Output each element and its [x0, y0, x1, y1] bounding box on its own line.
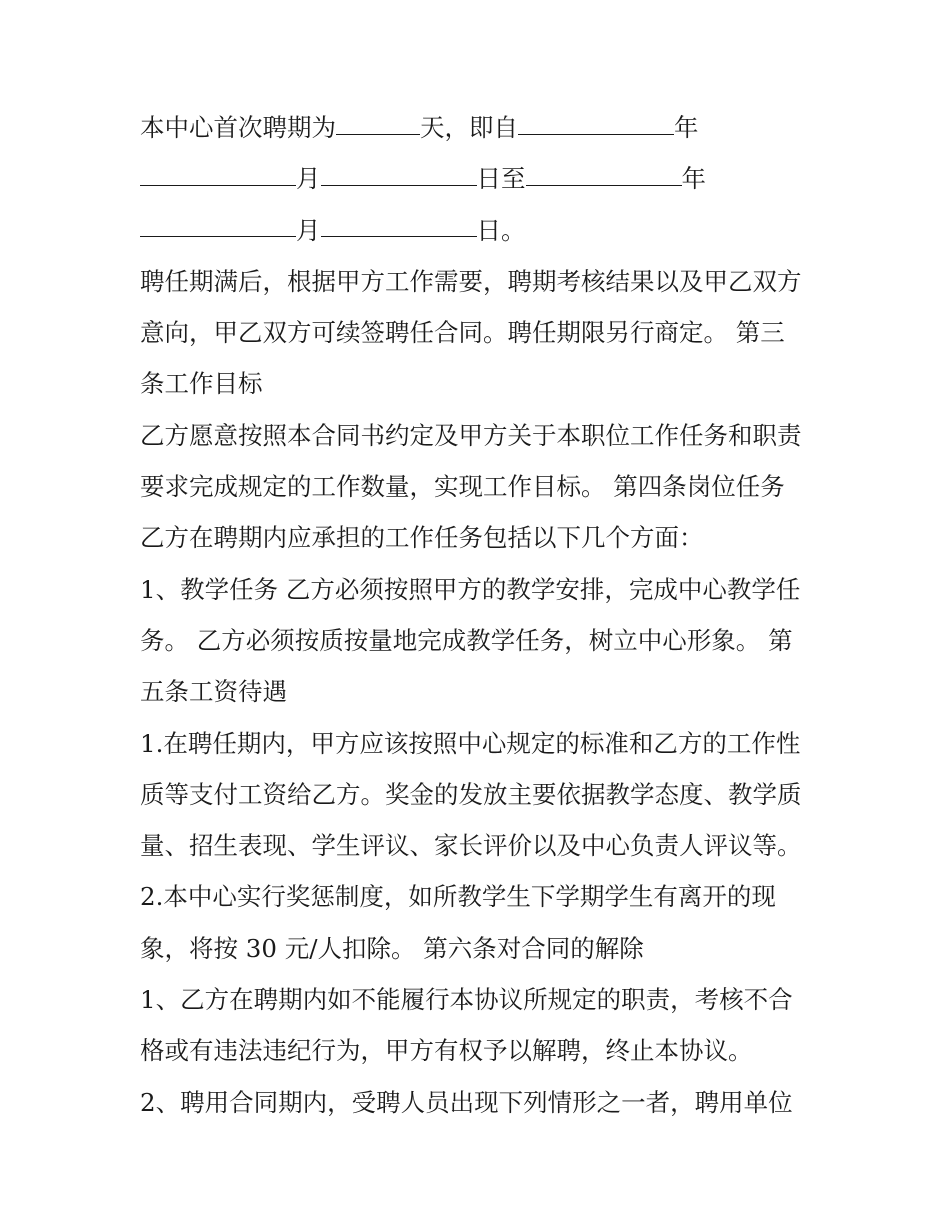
- text-line: 五条工资待遇: [140, 677, 287, 707]
- days-blank: [336, 133, 420, 135]
- text-line: 条工作目标: [140, 369, 263, 399]
- term-text: 月: [296, 215, 321, 245]
- text-line: 2、聘用合同期内，受聘人员出现下列情形之一者，聘用单位: [140, 1087, 793, 1117]
- term-text: 年: [674, 113, 699, 142]
- end-month-blank: [140, 235, 296, 237]
- text-line: 1、教学任务 乙方必须按照甲方的教学安排，完成中心教学任: [140, 574, 801, 604]
- term-text: 年: [681, 164, 706, 194]
- text-line: 质等支付工资给乙方。奖金的发放主要依据教学态度、教学质: [140, 779, 802, 809]
- text-line: 量、招生表现、学生评议、家长评价以及中心负责人评议等。: [140, 831, 802, 861]
- start-month-blank: [140, 184, 296, 186]
- text-line: 1、乙方在聘期内如不能履行本协议所规定的职责，考核不合: [140, 985, 793, 1015]
- term-text: 天，即自: [420, 113, 518, 142]
- text-line: 乙方愿意按照本合同书约定及甲方关于本职位工作任务和职责: [140, 420, 802, 450]
- text-line: 象，将按 30 元/人扣除。 第六条对合同的解除: [140, 933, 644, 963]
- text-line: 2.本中心实行奖惩制度，如所教学生下学期学生有离开的现: [140, 882, 776, 912]
- term-text: 本中心首次聘期为: [140, 113, 336, 142]
- text-line: 意向，甲乙双方可续签聘任合同。聘任期限另行商定。 第三: [140, 318, 785, 348]
- term-fill-line-3: [140, 205, 820, 256]
- end-year-blank: [526, 184, 682, 186]
- term-fill-line-2: [140, 153, 820, 204]
- text-line: 聘任期满后，根据甲方工作需要，聘期考核结果以及甲乙双方: [140, 266, 802, 296]
- text-line: 务。 乙方必须按质按量地完成教学任务，树立中心形象。 第: [140, 625, 793, 655]
- text-line: 乙方在聘期内应承担的工作任务包括以下几个方面：: [140, 523, 704, 553]
- start-day-blank: [321, 184, 477, 186]
- text-line: 要求完成规定的工作数量，实现工作目标。 第四条岗位任务: [140, 472, 785, 502]
- term-text: 月: [296, 164, 321, 194]
- end-day-blank: [321, 235, 477, 237]
- term-fill-line-1: [140, 102, 820, 153]
- term-text: 日至: [476, 164, 526, 194]
- term-text: 日。: [476, 215, 526, 245]
- start-year-blank: [518, 133, 674, 135]
- contract-text: [140, 102, 820, 1128]
- text-line: 格或有违法违纪行为，甲方有权予以解聘，终止本协议。: [140, 1036, 753, 1066]
- text-line: 1.在聘任期内，甲方应该按照中心规定的标准和乙方的工作性: [140, 728, 801, 758]
